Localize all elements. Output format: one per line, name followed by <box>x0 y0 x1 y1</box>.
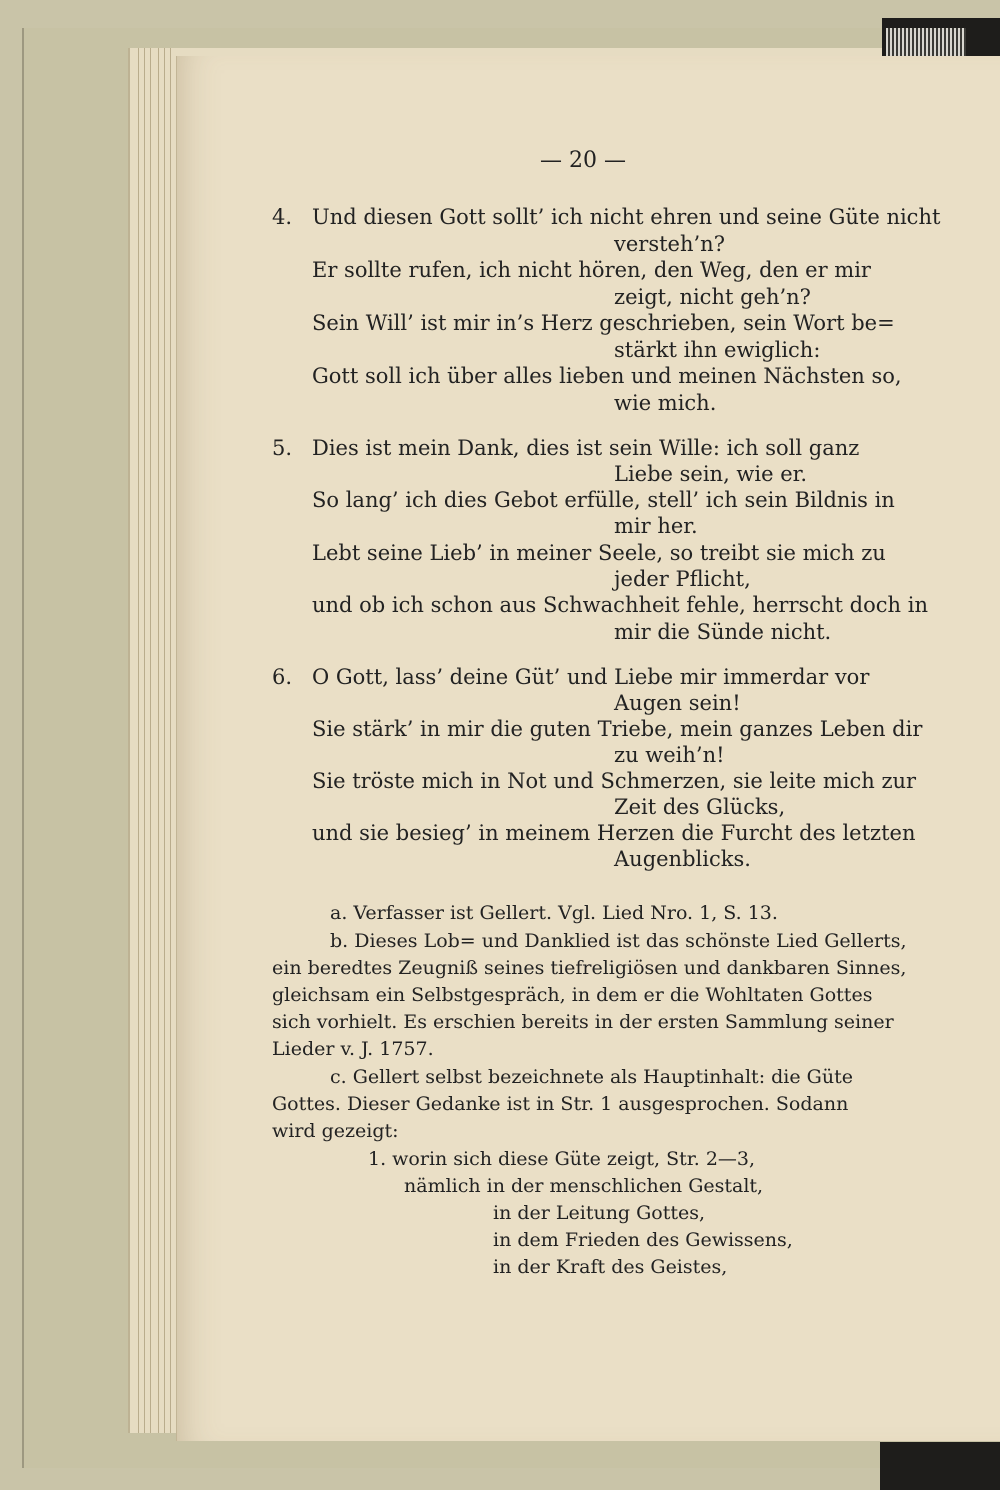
stanza-number: 4. <box>272 205 293 229</box>
verse-line: O Gott, lass’ deine Güt’ und Liebe mir immerdar vor <box>312 665 870 689</box>
verse-line: zeigt, nicht geh’n? <box>614 285 811 309</box>
verse-line: und ob ich schon aus Schwachheit fehle, herrscht doch in <box>312 593 928 617</box>
list-item: in der Leitung Gottes, <box>493 1202 706 1224</box>
verse-line: Und diesen Gott sollt’ ich nicht ehren und seine Güte nicht <box>312 205 941 229</box>
stanza-number: 5. <box>272 436 293 460</box>
page-number: — 20 — <box>540 148 626 173</box>
note-b-line: sich vorhielt. Es erschien bereits in der ersten Sammlung seiner <box>272 1011 894 1033</box>
stanza-number: 6. <box>272 665 293 689</box>
verse-line: Er sollte rufen, ich nicht hören, den Weg, den er mir <box>312 258 871 282</box>
note-b-line: gleichsam ein Selbstgespräch, in dem er die Wohltaten Gottes <box>272 984 873 1006</box>
list-item: in dem Frieden des Gewissens, <box>493 1229 793 1251</box>
verse-line: Dies ist mein Dank, dies ist sein Wille: ich soll ganz <box>312 436 860 460</box>
verse-line: jeder Pflicht, <box>614 567 751 591</box>
verse-line: versteh’n? <box>614 232 725 256</box>
scan-edge <box>880 1442 1000 1490</box>
note-a: a. Verfasser ist Gellert. Vgl. Lied Nro. 1, S. 13. <box>330 902 778 924</box>
verse-line: stärkt ihn ewiglich: <box>614 338 821 362</box>
list-item: 1. worin sich diese Güte zeigt, Str. 2—3, <box>368 1148 756 1170</box>
verse-line: Augen sein! <box>614 691 741 715</box>
verse-line: Gott soll ich über alles lieben und meinen Nächsten so, <box>312 364 902 388</box>
verse-line: Sie tröste mich in Not und Schmerzen, sie leite mich zur <box>312 769 917 793</box>
verse-line: zu weih’n! <box>614 743 725 767</box>
verse-line: mir die Sünde nicht. <box>614 620 832 644</box>
verse-line: Sein Will’ ist mir in’s Herz geschrieben, sein Wort be= <box>312 311 895 335</box>
verse-line: mir her. <box>614 514 698 538</box>
note-b-line: Lieder v. J. 1757. <box>272 1038 434 1060</box>
verse-line: Lebt seine Lieb’ in meiner Seele, so treibt sie mich zu <box>312 541 886 565</box>
verse-line: und sie besieg’ in meinem Herzen die Furcht des letzten <box>312 821 916 845</box>
verse-line: Zeit des Glücks, <box>614 795 786 819</box>
verse-line: So lang’ ich dies Gebot erfülle, stell’ ich sein Bildnis in <box>312 488 895 512</box>
note-b-line: ein beredtes Zeugniß seines tiefreligiösen und dankbaren Sinnes, <box>272 957 907 979</box>
note-c-line: Gottes. Dieser Gedanke ist in Str. 1 ausgesprochen. Sodann <box>272 1093 849 1115</box>
verse-line: Liebe sein, wie er. <box>614 462 808 486</box>
note-c-line: wird gezeigt: <box>272 1120 399 1142</box>
verse-line: Sie stärk’ in mir die guten Triebe, mein ganzes Leben dir <box>312 717 923 741</box>
verse-line: Augenblicks. <box>614 847 751 871</box>
list-item: in der Kraft des Geistes, <box>493 1256 728 1278</box>
list-item: nämlich in der menschlichen Gestalt, <box>404 1175 764 1197</box>
verse-line: wie mich. <box>614 391 717 415</box>
note-c-line: c. Gellert selbst bezeichnete als Hauptinhalt: die Güte <box>330 1066 853 1088</box>
note-b-line: b. Dieses Lob= und Danklied ist das schönste Lied Gellerts, <box>330 930 907 952</box>
